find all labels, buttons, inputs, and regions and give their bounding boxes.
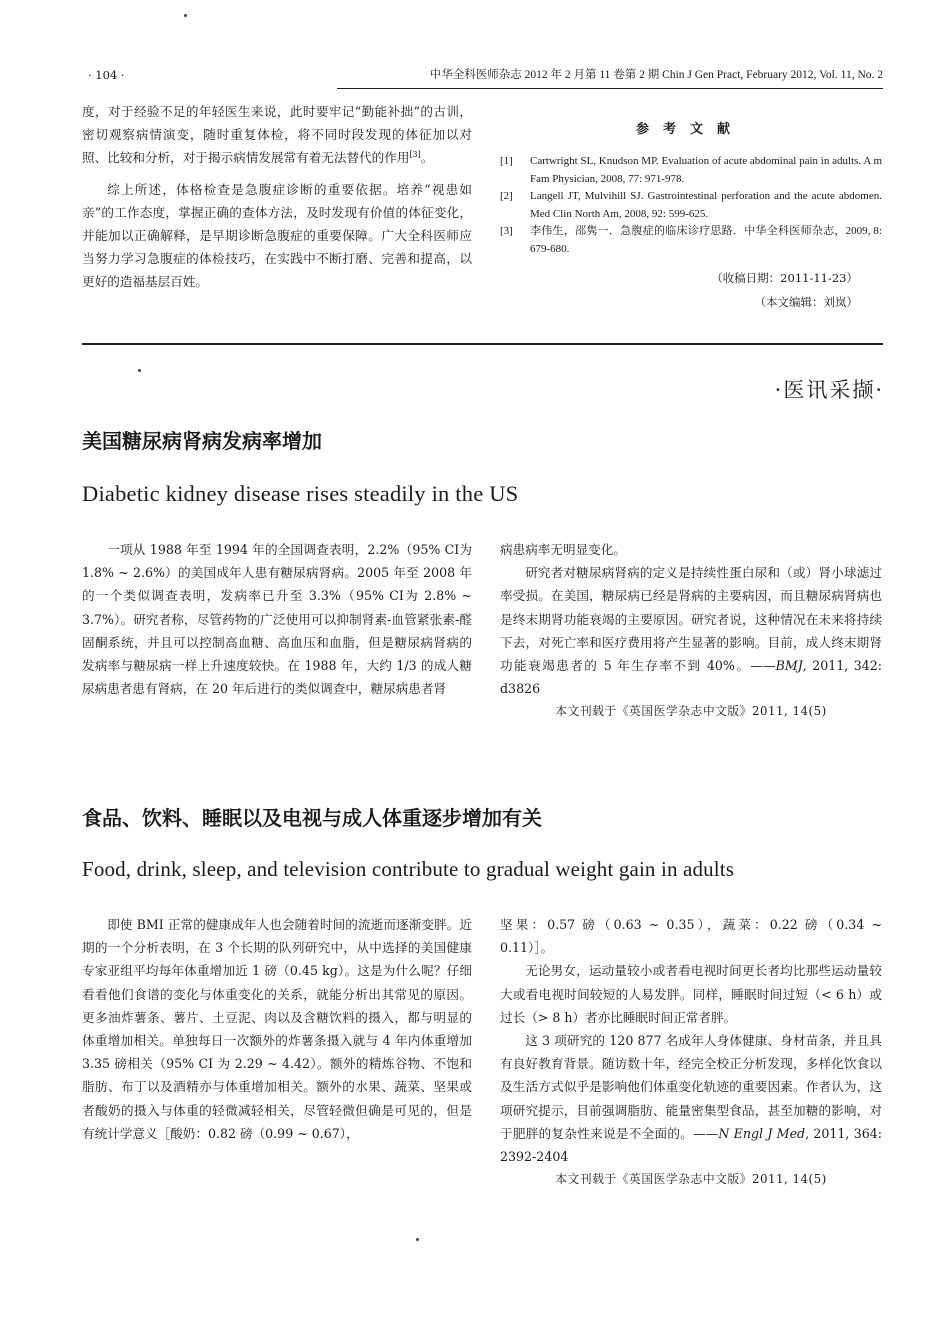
received-date: （收稿日期：2011-11-23） — [711, 271, 858, 285]
section-divider — [82, 343, 883, 345]
article1-title-en: Diabetic kidney disease rises steadily in the US — [82, 481, 519, 506]
print-speck — [416, 1238, 419, 1241]
article-dates — [500, 266, 880, 314]
article2-paragraph-1-cont: 坚果：0.57 磅（0.63 ~ 0.35），蔬菜：0.22 磅（0.34 ~ 0.11）］。 — [500, 917, 882, 956]
reference-item: [3] 李伟生，邵隽一．急腹症的临床诊疗思路．中华全科医师杂志，2009, 8: 679-680. — [500, 225, 882, 255]
article1-left-column — [82, 538, 472, 700]
reference-item: [1] Cartwright SL, Knudson MP. Evaluation of acute abdominal pain in adults. A m Fam Physician, 2008, 77: 971-978. — [500, 155, 882, 185]
previous-article-text — [82, 100, 472, 294]
article1-right-column — [500, 538, 882, 724]
citation-journal: N Engl J Med — [718, 1125, 806, 1141]
article2-left-column — [82, 913, 472, 1145]
previous-paragraph-1: 度，对于经验不足的年轻医生来说，此时要牢记“勤能补拙”的古训，密切观察病情演变，随时重复体检，将不同时段发现的体征加以对照、比较和分析，对于揭示病情发展常有着无法替代的作用[3]。 — [82, 104, 472, 166]
article2-source: 本文刊载于《英国医学杂志中文版》2011, 14(5) — [555, 1172, 827, 1187]
page-number: · 104 · — [88, 68, 125, 82]
article2-title-en: Food, drink, sleep, and television contribute to gradual weight gain in adults — [82, 857, 735, 881]
running-header — [88, 66, 883, 86]
citation-mark: [3] — [409, 150, 421, 160]
article2-paragraph-2: 无论男女，运动量较小或者看电视时间更长者均比那些运动量较大或看电视时间较短的人易发胖。同样，睡眠时间过短（< 6 h）或过长（> 8 h）者亦比睡眠时间正常者胖。 — [500, 963, 882, 1025]
article1-paragraph-1-cont: 病患病率无明显变化。 — [500, 542, 626, 557]
citation-journal: BMJ — [775, 658, 803, 674]
references-title: 参考文献 — [635, 122, 744, 137]
article1-paragraph-2: 研究者对糖尿病肾病的定义是持续性蛋白尿和（或）肾小球滤过率受损。在美国，糖尿病已经是肾病的主要病因，而且糖尿病肾病也是终末期肾功能衰竭的主要原因。研究者说，这种情况在未来将持续下去，对死亡率和医疗费用将产生显著的影响。目前，成人终末期肾功能衰竭患者的 5 年生存率不到 40%。——BMJ, 2011, 342: d3826 — [500, 565, 883, 697]
article2-title-cn: 食品、饮料、睡眠以及电视与成人体重逐步增加有关 — [82, 806, 542, 830]
header-underline — [337, 88, 883, 89]
section-label: ·医讯采撷· — [774, 378, 884, 402]
print-speck — [138, 369, 141, 372]
article2-paragraph-1: 即使 BMI 正常的健康成年人也会随着时间的流逝而逐渐变胖。近期的一个分析表明，在 3 个长期的队列研究中，从中选择的美国健康专家亚组平均每年体重增加近 1 磅（0.45 kg）。这是为什么呢？仔细看看他们食谱的变化与体重变化的关系，就能分析出其常见的原因。更多油炸薯条、薯片、土豆泥、肉以及含糖饮料的摄入，都与明显的体重增加相关。单独每日一次额外的炸薯条摄入就与 4 年内体重增加 3.35 磅相关（95% CI 为 2.29 ~ 4.42）。额外的精炼谷物、不饱和脂肪、布丁以及酒精亦与体重增加相关。额外的水果、蔬菜、坚果或者酸奶的摄入与体重的轻微减轻相关，尽管轻微但确是可见的，但是有统计学意义［酸奶：0.82 磅（0.99 ~ 0.67）， — [82, 917, 472, 1141]
reference-item: [2] Langell JT, Mulvihill SJ. Gastrointestinal perforation and the acute abdomen. Med Clin North Am, 2008, 92: 599-625. — [500, 190, 882, 220]
previous-paragraph-2: 综上所述，体格检查是急腹症诊断的重要依据。培养“视患如亲”的工作态度，掌握正确的查体方法，及时发现有价值的体征变化，并能加以正确解释，是早期诊断急腹症的重要保障。广大全科医师应当努力学习急腹症的体检技巧，在实践中不断打磨、完善和提高，以更好的造福基层百姓。 — [82, 181, 472, 290]
editor-note: （本文编辑：刘岚） — [754, 295, 858, 309]
article1-title-cn: 美国糖尿病肾病发病率增加 — [82, 429, 322, 453]
article1-paragraph-1: 一项从 1988 年至 1994 年的全国调查表明，2.2%（95% CI为 1.8% ~ 2.6%）的美国成年人患有糖尿病肾病。2005 年至 2008 年的一个类似调查表明，发病率已升至 3.3%（95% CI为 2.8% ~ 3.7%）。研究者称，尽管药物的广泛使用可以抑制肾素-血管紧张素-醛固酮系统，并且可以控制高血糖、高血压和血脂，但是糖尿病肾病的发病率与糖尿病一样上升速度较快。在 1988 年，大约 1/3 的成人糖尿病患者患有肾病，在 20 年后进行的类似调查中，糖尿病患者肾 — [82, 542, 472, 697]
journal-citation: 中华全科医师杂志 2012 年 2 月第 11 卷第 2 期 Chin J Gen Pract, February 2012, Vol. 11, No. 2 — [429, 69, 883, 81]
print-speck — [184, 14, 187, 17]
article2-right-column — [500, 913, 882, 1191]
article2-paragraph-3: 这 3 项研究的 120 877 名成年人身体健康、身材苗条，并且具有良好教育背景。随访数十年，经完全校正分析发现，多样化饮食以及生活方式似乎是影响他们体重变化轨迹的重要因素。作者认为，这项研究提示，目前强调脂肪、能量密集型食品，甚至加糖的影响，对于肥胖的复杂性来说是不全面的。——N Engl J Med, 2011, 364: 2392-2404 — [500, 1033, 883, 1165]
article1-source: 本文刊载于《英国医学杂志中文版》2011, 14(5) — [555, 704, 827, 719]
references-list — [500, 153, 882, 258]
